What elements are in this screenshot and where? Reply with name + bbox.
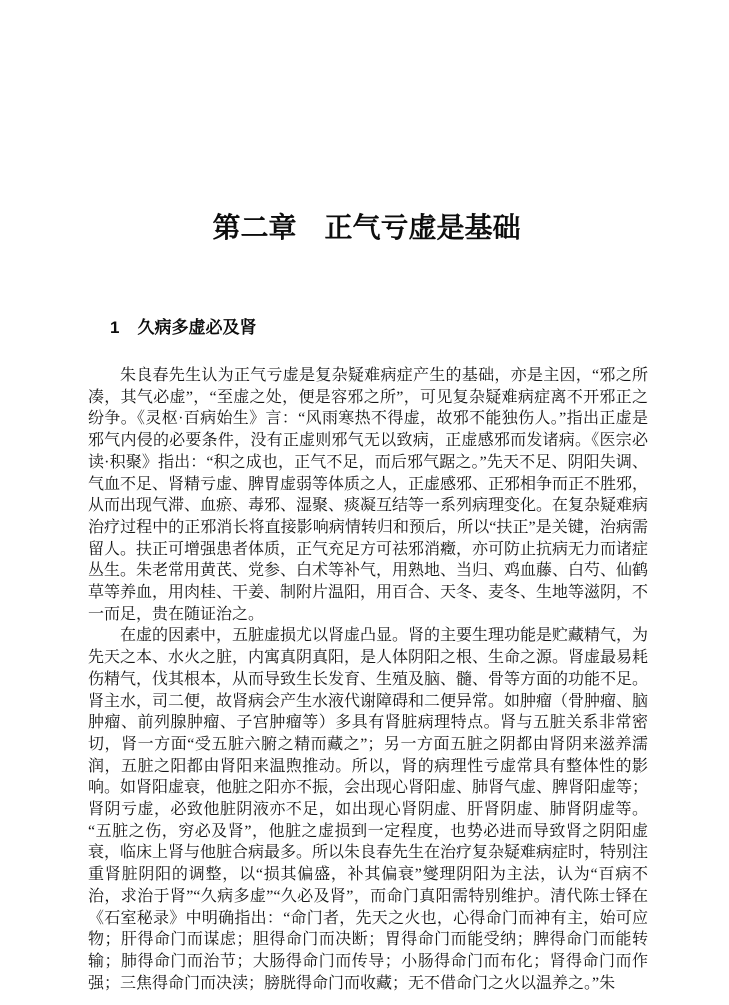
section-title: 久病多虚必及肾 bbox=[137, 318, 257, 337]
body-text bbox=[88, 365, 648, 994]
body-paragraph-2: 在虚的因素中，五脏虚损尤以肾虚凸显。肾的主要生理功能是贮藏精气，为先天之本、水火之脏，内寓真阴真阳，是人体阴阳之根、生命之源。肾虚最易耗伤精气，伐其根本，从而导致生长发育、生殖及脑、髓、骨等方面的功能不足。肾主水，司二便，故肾病会产生水液代谢障碍和二便异常。如肿瘤（骨肿瘤、脑肿瘤、前列腺肿瘤、子宫肿瘤等）多具有肾脏病理特点。肾与五脏关系非常密切，肾一方面“受五脏六腑之精而藏之”；另一方面五脏之阴都由肾阴来滋养濡润，五脏之阳都由肾阳来温煦推动。所以，肾的病理性亏虚常具有整体性的影响。如肾阳虚衰，他脏之阳亦不振，会出现心肾阳虚、肺肾气虚、脾肾阳虚等；肾阴亏虚，必致他脏阴液亦不足，如出现心肾阴虚、肝肾阴虚、肺肾阴虚等。“五脏之伤，穷必及肾”，他脏之虚损到一定程度，也势必进而导致肾之阴阳虚衰，临床上肾与他脏合病最多。所以朱良春先生在治疗复杂疑难病症时，特别注重肾脏阴阳的调整，以“损其偏盛，补其偏衰”燮理阴阳为主法，认为“百病不治，求治于肾”“久病多虚”“久必及肾”，而命门真阳需特别维护。清代陈士铎在《石室秘录》中明确指出：“命门者，先天之火也，心得命门而神有主，始可应物；肝得命门而谋虑；胆得命门而决断；胃得命门而能受纳；脾得命门而能转输；肺得命门而治节；大肠得命门而传导；小肠得命门而布化；肾得命门而作强；三焦得命门而决渎；膀胱得命门而收藏；无不借命门之火以温养之。”朱 bbox=[88, 627, 649, 992]
section-heading bbox=[110, 316, 645, 340]
body-paragraph-1: 朱良春先生认为正气亏虚是复杂疑难病症产生的基础，亦是主因，“邪之所凑，其气必虚”，“至虚之处，便是容邪之所”，可见复杂疑难病症离不开邪正之纷争。《灵枢·百病始生》言：“风雨寒热不得虚，故邪不能独伤人。”指出正虚是邪气内侵的必要条件，没有正虚则邪气无以致病，正虚感邪而发诸病。《医宗必读·积聚》指出：“积之成也，正气不足，而后邪气踞之。”先天不足、阴阳失调、气血不足、肾精亏虚、脾胃虚弱等体质之人，正虚感邪、正邪相争而正不胜邪，从而出现气滞、血瘀、毒邪、湿聚、痰凝互结等一系列病理变化。在复杂疑难病治疗过程中的正邪消长将直接影响病情转归和预后，所以“扶正”是关键，治病需留人。扶正可增强患者体质，正气充足方可祛邪消癥，亦可防止抗病无力而诸症丛生。朱老常用黄芪、党参、白术等补气，用熟地、当归、鸡血藤、白芍、仙鹤草等养血，用肉桂、干姜、制附片温阳，用百合、天冬、麦冬、生地等滋阴，不一而足，贵在随证治之。 bbox=[88, 367, 649, 623]
section-number: 1 bbox=[110, 318, 120, 337]
chapter-title: 第二章 正气亏虚是基础 bbox=[212, 212, 521, 243]
